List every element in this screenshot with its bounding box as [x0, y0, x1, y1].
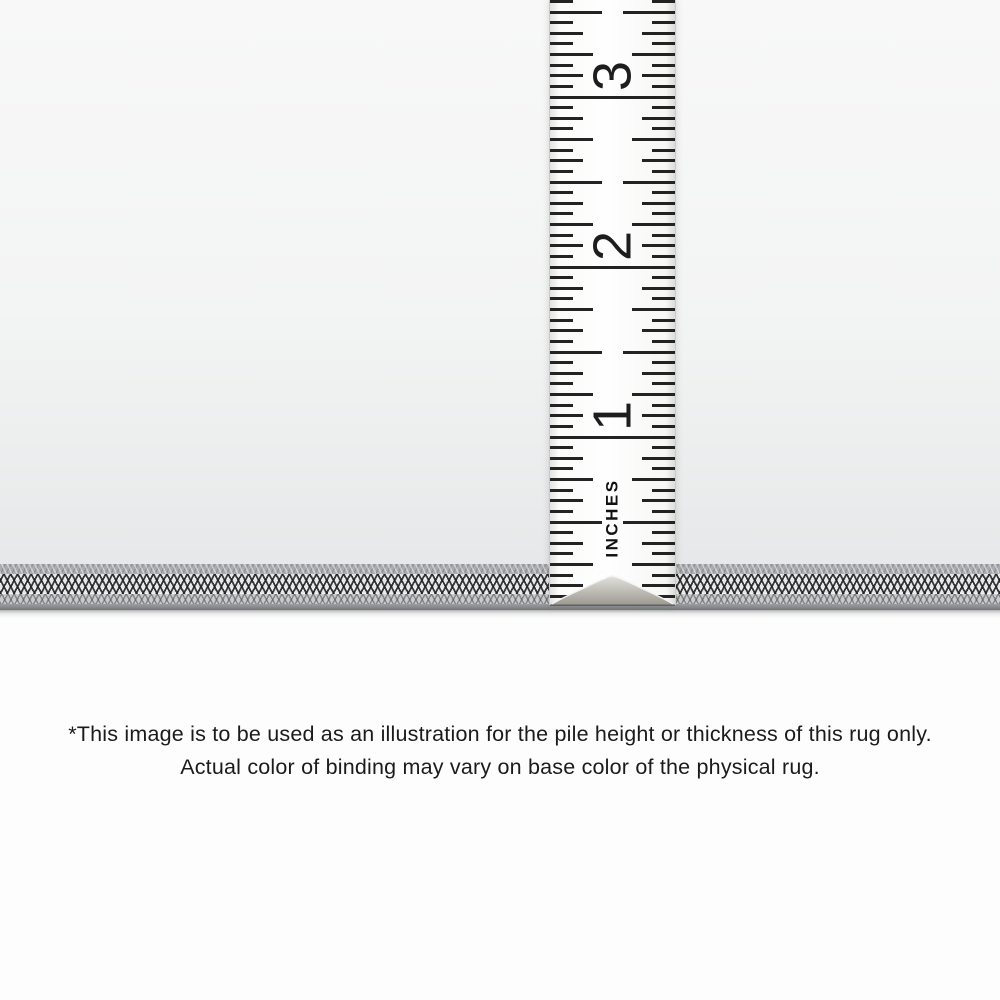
tick-mark [550, 329, 583, 332]
disclaimer-text [0, 718, 1000, 784]
tick-mark [550, 414, 583, 417]
tick-mark [652, 531, 675, 534]
rug-floor-shadow [0, 610, 1000, 618]
tick-mark [550, 340, 573, 343]
tick-mark [550, 212, 573, 215]
tick-mark [642, 499, 675, 502]
disclaimer-line-2: Actual color of binding may vary on base color of the physical rug. [180, 755, 820, 779]
tick-mark [652, 0, 675, 3]
tick-mark [642, 372, 675, 375]
tick-mark [642, 287, 675, 290]
metal-tip-icon [550, 566, 675, 606]
disclaimer-line-1: *This image is to be used as an illustration for the pile height or thickness of this rug only. [68, 722, 932, 746]
tick-mark [652, 276, 675, 279]
rug-weave-texture [0, 574, 1000, 594]
tick-mark [652, 361, 675, 364]
tick-mark [550, 446, 573, 449]
tick-mark [642, 244, 675, 247]
tick-mark [550, 149, 573, 152]
tick-mark [550, 117, 583, 120]
tick-mark [550, 255, 573, 258]
inches-label: INCHES [602, 478, 622, 558]
tick-mark [652, 149, 675, 152]
tick-mark [652, 340, 675, 343]
tick-mark [642, 74, 675, 77]
tick-mark [652, 489, 675, 492]
tick-mark [550, 467, 573, 470]
tick-mark [550, 552, 573, 555]
tick-mark [550, 234, 573, 237]
tick-mark [652, 85, 675, 88]
tick-mark [550, 191, 573, 194]
rug-pile-strip [0, 564, 1000, 610]
tick-mark [642, 414, 675, 417]
tick-mark [550, 361, 573, 364]
tick-mark [550, 499, 583, 502]
tick-mark [550, 510, 573, 513]
tick-mark [652, 319, 675, 322]
tick-mark [652, 127, 675, 130]
tick-mark [652, 170, 675, 173]
tick-mark [550, 531, 573, 534]
tick-mark [642, 329, 675, 332]
tick-mark [550, 319, 573, 322]
tick-mark [550, 32, 583, 35]
ruler-number-1: 1 [582, 400, 643, 432]
tick-mark [550, 404, 573, 407]
tick-mark [652, 21, 675, 24]
rug-binding-top-edge [0, 564, 1000, 574]
tick-mark [550, 202, 583, 205]
tick-mark [550, 64, 573, 67]
tick-mark [550, 425, 573, 428]
tick-mark [550, 21, 573, 24]
tick-mark [652, 212, 675, 215]
tick-mark [652, 510, 675, 513]
tick-mark [652, 446, 675, 449]
tick-mark [652, 552, 675, 555]
tick-mark [652, 425, 675, 428]
studio-background-lower [0, 610, 1000, 1000]
tick-mark [642, 202, 675, 205]
tick-mark [550, 542, 583, 545]
tick-mark [550, 42, 573, 45]
tick-mark [642, 117, 675, 120]
tick-mark [642, 457, 675, 460]
tick-mark [550, 170, 573, 173]
tick-mark [642, 159, 675, 162]
tick-mark [550, 521, 602, 524]
tick-mark [652, 64, 675, 67]
tick-mark [550, 287, 583, 290]
tick-mark [550, 159, 583, 162]
tick-mark [652, 467, 675, 470]
tick-mark [652, 191, 675, 194]
tick-mark [623, 521, 675, 524]
tick-mark [642, 542, 675, 545]
ruler-number-3: 3 [582, 60, 643, 92]
tick-mark [550, 74, 583, 77]
tick-mark [550, 0, 573, 3]
tick-mark [550, 106, 573, 109]
tick-mark [652, 42, 675, 45]
tick-mark [652, 297, 675, 300]
tick-mark [550, 457, 583, 460]
rug-weave-light-band [0, 594, 1000, 604]
tick-mark [652, 382, 675, 385]
tick-mark [652, 404, 675, 407]
tick-mark [550, 489, 573, 492]
ruler-number-2: 2 [582, 230, 643, 262]
tick-mark [550, 85, 573, 88]
tick-mark [550, 127, 573, 130]
tick-mark [550, 382, 573, 385]
tick-mark [642, 32, 675, 35]
measuring-tape [549, 0, 676, 605]
tick-mark [652, 106, 675, 109]
tick-mark [652, 234, 675, 237]
tick-mark [550, 297, 573, 300]
tick-mark [550, 276, 573, 279]
tick-mark [652, 255, 675, 258]
tick-mark [550, 372, 583, 375]
tick-mark [550, 244, 583, 247]
